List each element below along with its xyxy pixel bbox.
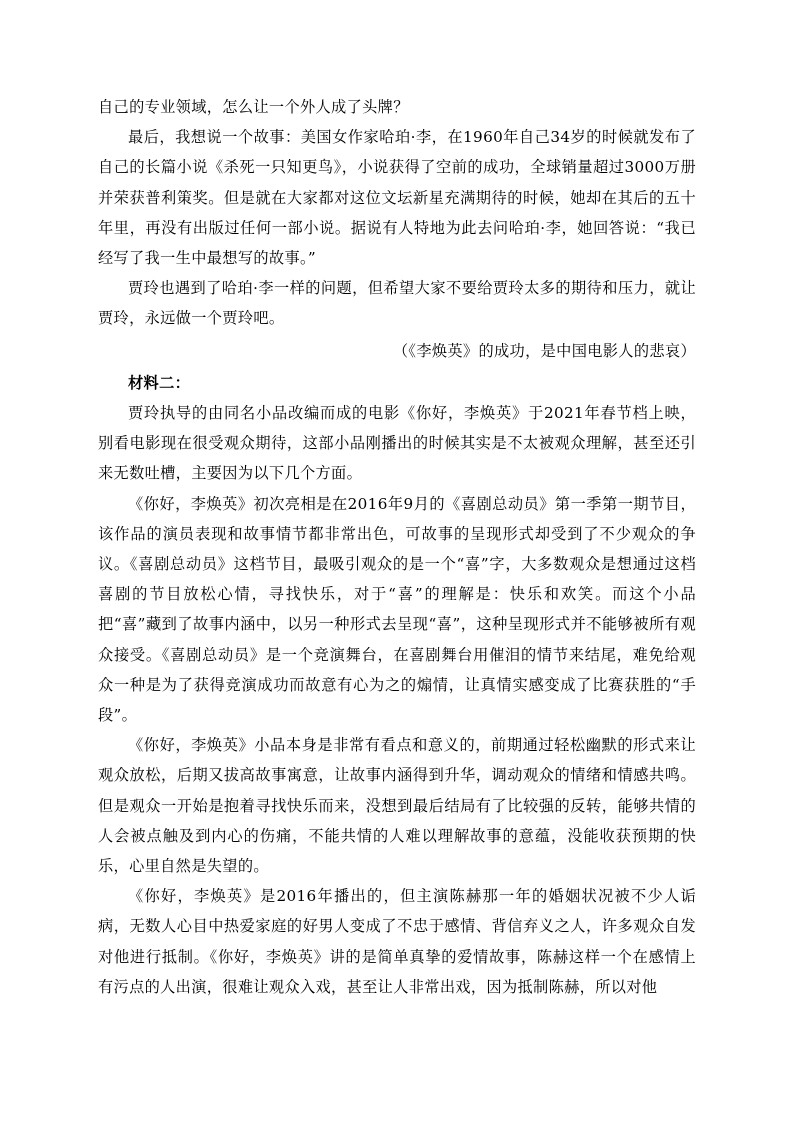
paragraph-chen-he-controversy: 《你好，李焕英》是2016年播出的，但主演陈赫那一年的婚姻状况被不少人诟病，无数人心目中热爱家庭的好男人变成了不忠于感情、背信弃义之人，许多观众自发对他进行抵制。《你好，李焕英》讲的是简单真挚的爱情故事，陈赫这样一个在感情上有污点的人出演，很难让观众入戏，甚至让人非常出戏，因为抵制陈赫，所以对他 <box>98 887 696 996</box>
paragraph-harper-lee-story: 最后，我想说一个故事：美国女作家哈珀·李，在1960年自己34岁的时候就发布了自己的长篇小说《杀死一只知更鸟》，小说获得了空前的成功，全球销量超过3000万册并荣获普利策奖。但是就在大家都对这位文坛新星充满期待的时候，她却在其后的五十年里，再没有出版过任何一部小说。据说有人特地为此去问哈珀·李，她回答说：“我已经写了我一生中最想写的故事。” <box>98 128 696 268</box>
source-citation: （《李焕英》的成功，是中国电影人的悲哀） <box>392 341 696 360</box>
paragraph-sketch-meaning: 《你好，李焕英》小品本身是非常有看点和意义的，前期通过轻松幽默的形式来让观众放松，后期又拔高故事寓意，让故事内涵得到升华，调动观众的情绪和情感共鸣。但是观众一开始是抱着寻找快乐而来，没想到最后结局有了比较强的反转，能够共情的人会被点触及到内心的伤痛，不能共情的人难以理解故事的意蕴，没能收获预期的快乐，心里自然是失望的。 <box>98 736 696 876</box>
document-page <box>98 92 696 1002</box>
paragraph-continuation: 自己的专业领域，怎么让一个外人成了头牌？ <box>98 98 409 116</box>
paragraph-comedy-show-debut: 《你好，李焕英》初次亮相是在2016年9月的《喜剧总动员》第一季第一期节目，该作品的演员表现和故事情节都非常出色，可故事的呈现形式却受到了不少观众的争议。《喜剧总动员》这档节目，最吸引观众的是一个“喜”字，大多数观众是想通过这档喜剧的节目放松心情，寻找快乐，对于“喜”的理解是：快乐和欢笑。而这个小品把“喜”藏到了故事内涵中，以另一种形式去呈现“喜”，这种呈现形式并不能够被所有观众接受。《喜剧总动员》是一个竞演舞台，在喜剧舞台用催泪的情节来结尾，难免给观众一种是为了获得竞演成功而故意有心为之的煽情，让真情实感变成了比赛获胜的“手段”。 <box>98 494 696 725</box>
paragraph-film-release: 贾玲执导的由同名小品改编而成的电影《你好，李焕英》于2021年春节档上映，别看电影现在很受观众期待，这部小品刚播出的时候其实是不太被观众理解，甚至还引来无数吐槽，主要因为以下几个方面。 <box>98 404 696 483</box>
section-heading-material-two: 材料二： <box>128 373 191 392</box>
paragraph-jia-ling-pressure: 贾玲也遇到了哈珀·李一样的问题，但希望大家不要给贾玲太多的期待和压力，就让贾玲，永远做一个贾玲吧。 <box>98 279 696 328</box>
